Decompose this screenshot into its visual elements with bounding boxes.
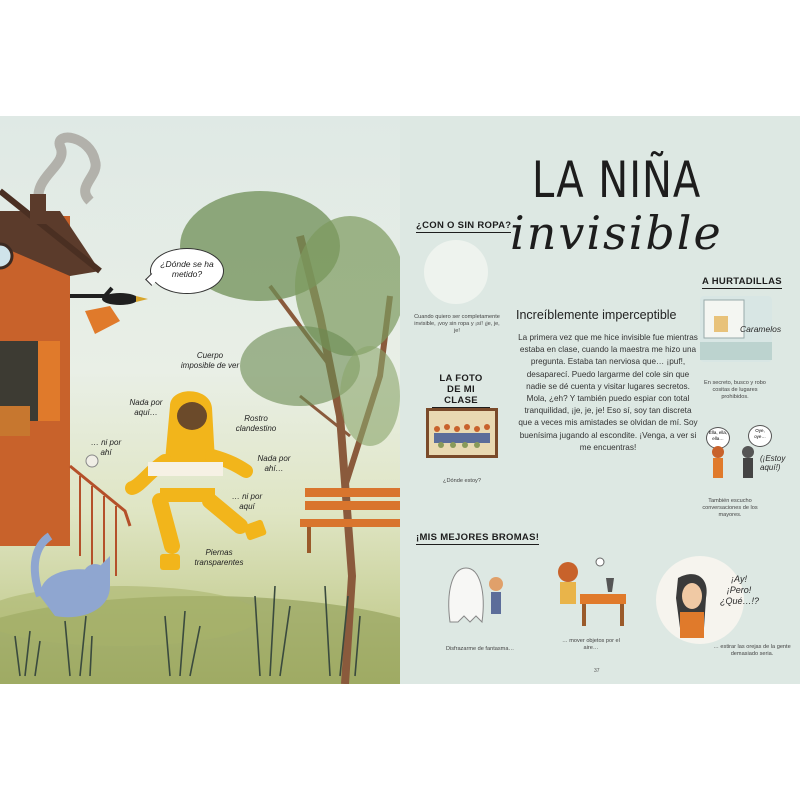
right-page [400, 116, 800, 684]
vignette-eavesdrop [704, 444, 764, 486]
label-estoy-aqui: (¡Estoy aquí!) [760, 454, 786, 472]
scene-illustration [0, 116, 400, 684]
caption-conversaciones: También escucho conversaciones de los mayores. [702, 498, 758, 518]
title-line-1: LA NIÑA [532, 152, 702, 210]
bubble-oye: Oye, oye… [748, 425, 772, 447]
caption-a-hurtadillas: En secreto, busco y robo cositas de lugares prohibidos. [704, 380, 766, 400]
heading-mis-mejores-bromas: ¡MIS MEJORES BROMAS! [416, 532, 540, 543]
body-text: La primera vez que me hice invisible fue mientras estaba en clase, cuando la maestra me hizo una pregunta. Estaba tan nerviosa que… ¡puf!, desaparecí. Puedo largarme del cole sin que nadie se dé cuenta y visitar lugares secretos. Mola, ¿eh? Y también puedo espiar con total tranquilidad, ¡je, je, je! Eso sí, soy tan discreta que a veces mis amistades se olvidan de mí. Soy buenísima jugando al escondite. ¡Venga, a ver si me encuentras! [518, 333, 698, 452]
label-cuerpo: Cuerpo imposible de ver [180, 351, 240, 370]
label-rostro: Rostro clandestino [235, 414, 277, 433]
bubble-ay-pero: ¡Ay! ¡Pero! ¿Qué…!? [720, 574, 760, 606]
label-piernas: Piernas transparentes [194, 548, 244, 567]
caption-estirar-orejas: … estirar las orejas de la gente demasiado seria. [713, 644, 791, 657]
label-nada-aqui: Nada por aquí… [129, 398, 163, 417]
vignette-ghost [436, 562, 508, 630]
heading-foto-clase: LA FOTO DE MI CLASE [432, 373, 490, 408]
heading-con-o-sin-ropa: ¿CON O SIN ROPA? [416, 220, 512, 231]
label-ni-aqui: … ni por aquí [231, 492, 263, 511]
speech-bubble-text: ¿Dónde se ha metido? [160, 259, 214, 279]
vignette-invisible-outline [424, 240, 488, 304]
label-ni-ahi: … ni por ahí [90, 438, 122, 457]
page-number: 37 [594, 668, 600, 674]
caption-con-o-sin-ropa: Cuando quiero ser completamente invisible, ¡voy sin ropa y ¡sí! ¡je, je, je! [414, 314, 500, 334]
label-nada-ahi: Nada por ahí… [257, 454, 291, 473]
caption-donde-estoy: ¿Dónde estoy? [443, 478, 481, 484]
caption-mover-objetos: … mover objetos por el aire… [562, 638, 620, 651]
title-line-2: invisible [510, 206, 723, 260]
left-page-illustration [0, 116, 400, 684]
subtitle: Increíblemente imperceptible [516, 308, 677, 322]
speech-bubble [150, 248, 224, 294]
label-caramelos: Caramelos [740, 324, 782, 334]
vignette-cafe [550, 548, 630, 630]
bubble-ella: Ella, ella, ella… [706, 427, 730, 449]
caption-fantasma: Disfrazarme de fantasma… [445, 646, 515, 652]
class-photo [426, 408, 498, 458]
girl-figure [666, 568, 716, 640]
heading-a-hurtadillas: A HURTADILLAS [702, 276, 782, 287]
book-spread [0, 116, 800, 684]
